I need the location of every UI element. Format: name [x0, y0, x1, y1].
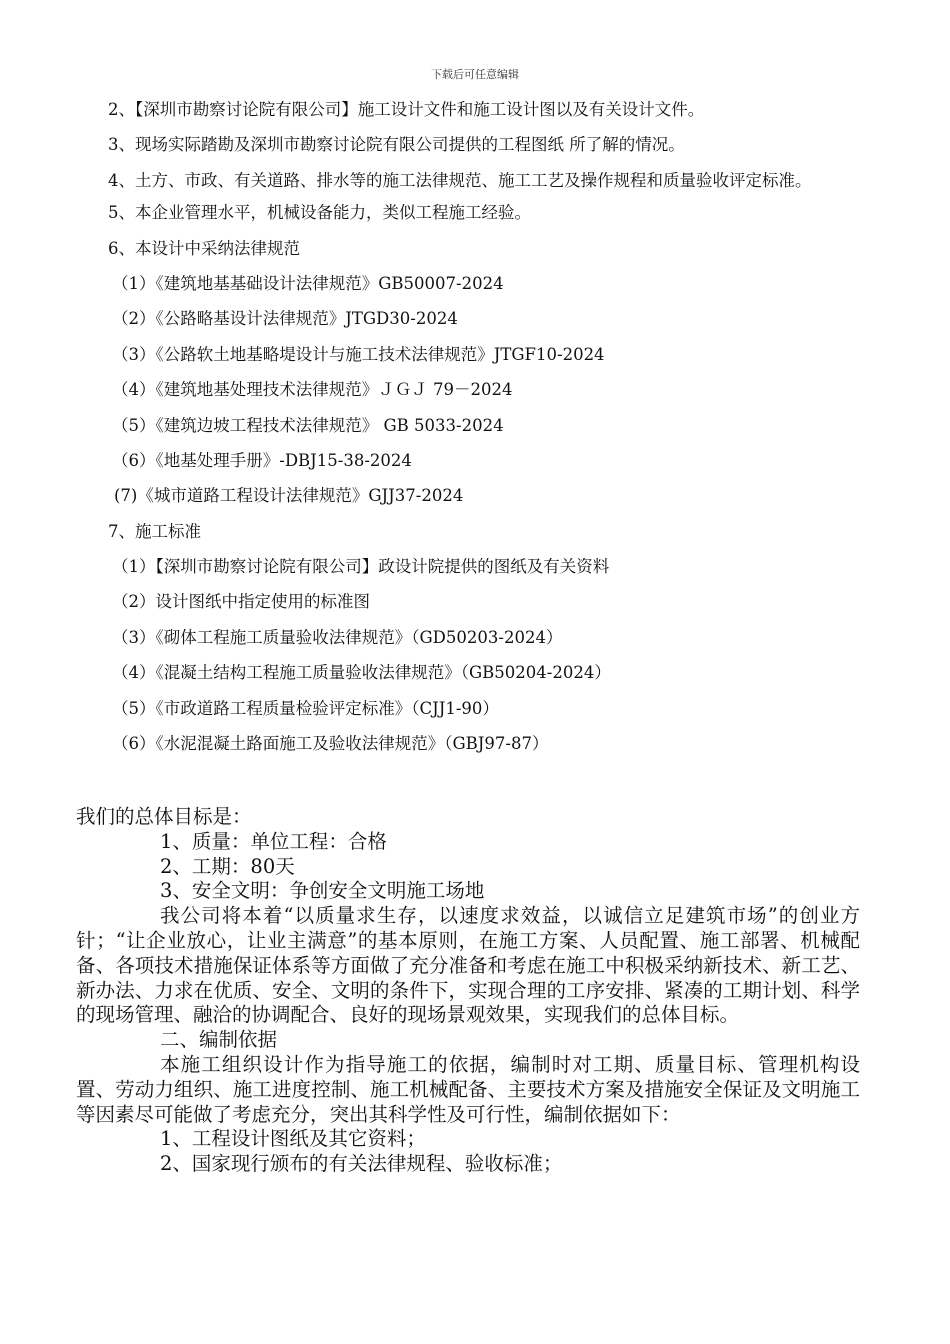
- basis-item: 1、工程设计图纸及其它资料；: [160, 1127, 426, 1151]
- standard-item: （1）【深圳市勘察讨论院有限公司】政设计院提供的图纸及有关资料: [112, 557, 610, 577]
- norm-item: （3）《公路软土地基略堤设计与施工技术法律规范》JTGF10-2024: [112, 344, 605, 364]
- norm-item: （4）《建筑地基处理技术法律规范》ＪＧＪ 79－2024: [112, 380, 513, 400]
- reference-item: 2、【深圳市勘察讨论院有限公司】施工设计文件和施工设计图以及有关设计文件。: [108, 100, 705, 119]
- standard-item: （4）《混凝土结构工程施工质量验收法律规范》（GB50204-2024）: [112, 663, 611, 683]
- standard-item: （5）《市政道路工程质量检验评定标准》（CJJ1-90）: [112, 698, 499, 718]
- basis-paragraph: 本施工组织设计作为指导施工的依据，编制时对工期、质量目标、管理机构设置、劳动力组织、施工进度控制、施工机械配备、主要技术方案及措施安全保证及文明施工等因素尽可能做了考虑充分，突出其科学性及可行性，编制依据如下：: [76, 1052, 860, 1126]
- section-references: [76, 95, 860, 764]
- norm-item: (7)《城市道路工程设计法律规范》GJJ37-2024: [114, 486, 464, 506]
- standards-title: 7、施工标准: [108, 521, 201, 541]
- principle-paragraph: 我公司将本着“以质量求生存，以速度求效益，以诚信立足建筑市场”的创业方针；“让企业放心，让业主满意”的基本原则，在施工方案、人员配置、施工部署、机械配备、各项技术措施保证体系等方面做了充分准备和考虑在施工中积极采纳新技术、新工艺、新办法、力求在优质、安全、文明的条件下，实现合理的工序安排、紧凑的工期计划、科学的现场管理、融洽的协调配合、良好的现场景观效果，实现我们的总体目标。: [76, 904, 860, 1027]
- norm-item: （2）《公路略基设计法律规范》JTGD30-2024: [112, 309, 458, 329]
- reference-item: 3、现场实际踏勘及深圳市勘察讨论院有限公司提供的工程图纸 所了解的情况。: [108, 135, 685, 155]
- norm-item: （6）《地基处理手册》-DBJ15-38-2024: [112, 450, 412, 470]
- goal-item: 1、质量：单位工程：合格: [160, 829, 387, 853]
- reference-item: 6、本设计中采纳法律规范: [108, 238, 300, 258]
- goal-item: 2、工期：80天: [160, 854, 295, 878]
- standard-item: （2）设计图纸中指定使用的标准图: [112, 592, 370, 612]
- reference-item: 5、本企业管理水平，机械设备能力，类似工程施工经验。: [108, 203, 531, 223]
- norm-item: （5）《建筑边坡工程技术法律规范》 GB 5033-2024: [112, 415, 504, 435]
- goal-item: 3、安全文明：争创安全文明施工场地: [160, 879, 485, 903]
- page-header: 下载后可任意编辑: [431, 68, 519, 81]
- standard-item: （3）《砌体工程施工质量验收法律规范》（GD50203-2024）: [112, 627, 563, 647]
- standard-item: （6）《水泥混凝土路面施工及验收法律规范》（GBJ97-87）: [112, 734, 549, 754]
- basis-item: 2、国家现行颁布的有关法律规程、验收标准；: [160, 1152, 563, 1176]
- goals-title: 我们的总体目标是：: [76, 805, 252, 828]
- norm-item: （1）《建筑地基基础设计法律规范》GB50007-2024: [112, 273, 504, 293]
- section-goals: [76, 805, 860, 1177]
- section-heading: 二、编制依据: [160, 1028, 278, 1052]
- reference-item: 4、土方、市政、有关道路、排水等的施工法律规范、施工工艺及操作规程和质量验收评定标准。: [108, 170, 812, 190]
